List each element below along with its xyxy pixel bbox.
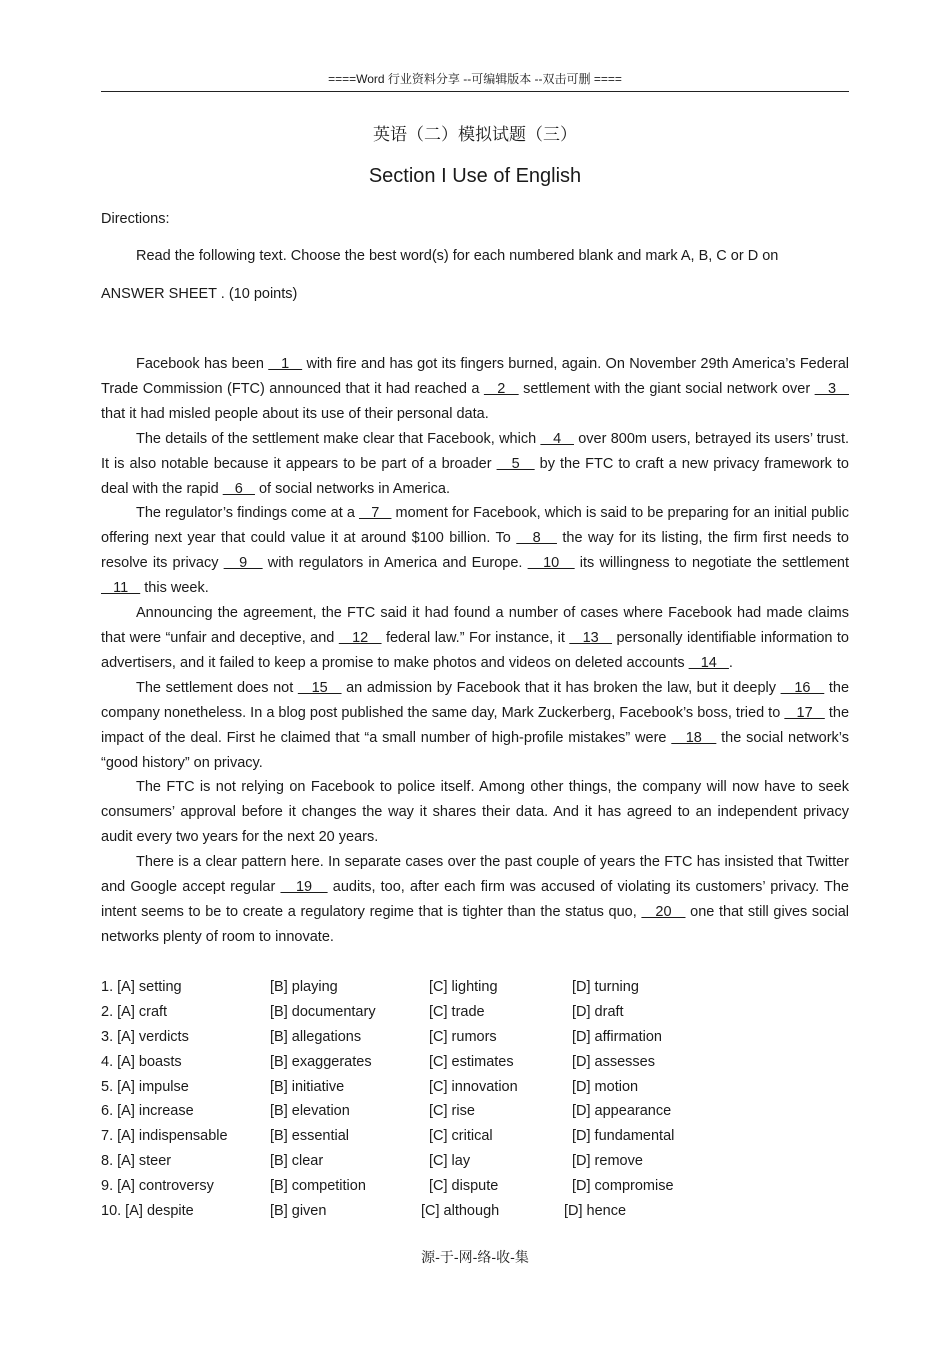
option-b: [B] competition — [270, 1178, 366, 1195]
option-row — [101, 975, 849, 1000]
blank-13: 13 — [569, 629, 613, 646]
blank-6: 6 — [222, 480, 255, 497]
option-c: [C] critical — [429, 1128, 493, 1145]
blank-12: 12 — [338, 629, 382, 646]
option-d: [D] draft — [572, 1003, 624, 1020]
directions-label: Directions: — [101, 211, 170, 227]
option-a: 6. [A] increase — [101, 1103, 194, 1120]
blank-9: 9 — [223, 555, 263, 572]
blank-20: 20 — [641, 903, 686, 920]
option-b: [B] essential — [270, 1128, 349, 1145]
blank-19: 19 — [280, 879, 328, 896]
option-b: [B] documentary — [270, 1003, 376, 1020]
exam-title: 英语（二）模拟试题（三） — [373, 125, 577, 145]
blank-1: 1 — [268, 356, 303, 372]
blank-11: 11 — [101, 580, 141, 597]
passage-text: its willingness to negotiate the settlement — [574, 555, 849, 572]
passage-text: with regulators in America and Europe. — [262, 555, 528, 572]
option-row — [101, 1000, 849, 1025]
blank-15: 15 — [297, 679, 342, 696]
option-c: [C] innovation — [429, 1078, 518, 1095]
paragraph — [101, 352, 849, 427]
option-b: [B] clear — [270, 1153, 324, 1170]
passage-text: this week. — [140, 580, 209, 597]
option-c: [C] rumors — [429, 1028, 497, 1045]
blank-10: 10 — [527, 555, 575, 572]
blank-17: 17 — [784, 704, 825, 721]
passage-text: personally identifiable information to advertisers, and it failed to keep a promise to make photos and videos on deleted accounts — [101, 629, 849, 671]
blank-4: 4 — [540, 430, 574, 447]
option-a: 1. [A] setting — [101, 979, 182, 995]
option-d: [D] appearance — [572, 1103, 672, 1120]
option-a: 9. [A] controversy — [101, 1178, 214, 1195]
blank-3: 3 — [814, 380, 849, 397]
option-d: [D] remove — [572, 1153, 643, 1170]
blank-16: 16 — [780, 679, 825, 696]
blank-8: 8 — [516, 530, 557, 547]
passage-text: the way for its listing, the firm first needs to resolve its privacy — [101, 530, 849, 572]
option-d: [D] motion — [572, 1078, 639, 1095]
passage-text: The settlement does not — [136, 679, 298, 696]
blank-2: 2 — [483, 380, 519, 397]
option-b: [B] initiative — [270, 1078, 345, 1095]
blank-7: 7 — [358, 505, 392, 522]
section-title: Section I Use of English — [368, 165, 582, 187]
passage-text: Announcing the agreement, the FTC said it had found a number of cases where Facebook had made claims that were “unfair and deceptive, and — [101, 605, 849, 646]
option-b: [B] given — [270, 1203, 327, 1220]
option-c: [C] lighting — [429, 979, 498, 995]
option-row — [101, 1050, 849, 1075]
option-row — [101, 1075, 849, 1100]
option-c: [C] lay — [429, 1153, 471, 1170]
option-b: [B] exaggerates — [270, 1053, 372, 1070]
option-d: [D] turning — [572, 979, 639, 995]
passage-text: . — [728, 654, 733, 671]
option-a: 8. [A] steer — [101, 1153, 172, 1170]
page-footer: 源-于-网-络-收-集 — [421, 1250, 529, 1266]
option-b: [B] playing — [270, 979, 338, 995]
header-divider — [101, 91, 849, 92]
passage — [101, 352, 849, 950]
option-row — [101, 1099, 849, 1124]
passage-text: with fire and has got its fingers burned, again. On November 29th America’s Federal Trade Commission (FTC) announced that it had reached a — [101, 356, 849, 397]
passage-text: There is a clear pattern here. In separate cases over the past couple of years the FTC has insisted that Twitter and Google accept regular — [101, 854, 849, 896]
paragraph — [101, 601, 849, 676]
paragraph — [101, 850, 849, 950]
option-d: [D] compromise — [572, 1178, 674, 1195]
option-c: [C] dispute — [429, 1178, 499, 1195]
passage-text: by the FTC to craft a new privacy framework to deal with the rapid — [101, 455, 849, 497]
option-d: [D] affirmation — [572, 1028, 662, 1045]
blank-18: 18 — [671, 729, 717, 746]
option-row — [101, 1124, 849, 1149]
option-c: [C] trade — [429, 1003, 485, 1020]
passage-text: over 800m users, betrayed its users’ trust. It is also notable because it appears to be part of a broader — [101, 430, 849, 472]
option-a: 10. [A] despite — [101, 1203, 194, 1220]
option-a: 3. [A] verdicts — [101, 1028, 189, 1045]
blank-5: 5 — [496, 455, 535, 472]
document-banner: ====Word 行业资料分享 --可编辑版本 --双击可删 ==== — [328, 72, 622, 86]
paragraph — [101, 427, 849, 502]
passage-text: that it had misled people about its use of their personal data. — [101, 405, 489, 422]
option-row — [101, 1199, 849, 1224]
passage-text: federal law.” For instance, it — [381, 629, 570, 646]
paragraph — [101, 676, 849, 776]
passage-text: settlement with the giant social network over — [518, 380, 815, 397]
passage-text: audits, too, after each firm was accused of violating its customers’ privacy. The intent seems to be to create a regulatory regime that is tighter than the status quo, — [101, 879, 849, 920]
options-list — [101, 975, 849, 1224]
passage-text: the company nonetheless. In a blog post published the same day, Mark Zuckerberg, Facebook’s boss, tried to — [101, 679, 850, 721]
option-c: [C] although — [421, 1203, 500, 1220]
option-c: [C] rise — [429, 1103, 475, 1120]
option-a: 7. [A] indispensable — [101, 1128, 228, 1145]
directions-text: Read the following text. Choose the best word(s) for each numbered blank and mark A, B, C or D on — [136, 248, 779, 264]
passage-text: moment for Facebook, which is said to be preparing for an initial public offering next year that could value it at around $100 billion. To — [101, 505, 849, 547]
option-b: [B] allegations — [270, 1028, 362, 1045]
option-d: [D] fundamental — [572, 1128, 675, 1145]
option-d: [D] hence — [564, 1203, 627, 1220]
passage-text: one that still gives social networks plenty of room to innovate. — [101, 903, 850, 945]
passage-text: the impact of the deal. First he claimed that “a small number of high-profile mistakes” were — [101, 704, 850, 746]
passage-text: the social network’s “good history” on privacy. — [101, 729, 849, 771]
paragraph — [101, 501, 849, 601]
option-a: 5. [A] impulse — [101, 1078, 189, 1095]
passage-text: The regulator’s findings come at a — [136, 505, 359, 522]
blank-14: 14 — [688, 654, 729, 671]
option-row — [101, 1025, 849, 1050]
option-a: 2. [A] craft — [101, 1003, 168, 1020]
option-row — [101, 1149, 849, 1174]
option-a: 4. [A] boasts — [101, 1053, 182, 1070]
passage-text: The FTC is not relying on Facebook to police itself. Among other things, the company will now have to seek consumers’ approval before it changes the way it shares their data. And it has agreed to an independent privacy audit every two years for the next 20 years. — [101, 779, 849, 846]
option-row — [101, 1174, 849, 1199]
directions-text-continued: ANSWER SHEET . (10 points) — [101, 286, 298, 302]
passage-text: The details of the settlement make clear that Facebook, which — [136, 430, 541, 447]
passage-text: an admission by Facebook that it has broken the law, but it deeply — [341, 679, 781, 696]
option-d: [D] assesses — [572, 1053, 655, 1070]
option-c: [C] estimates — [429, 1053, 514, 1070]
option-b: [B] elevation — [270, 1103, 350, 1120]
paragraph — [101, 775, 849, 850]
passage-text: Facebook has been — [136, 356, 269, 372]
passage-text: of social networks in America. — [254, 480, 450, 497]
